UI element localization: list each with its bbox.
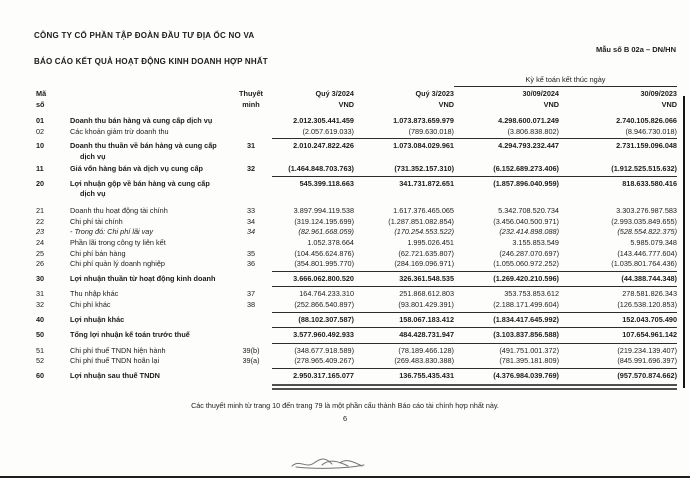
row-label: Chi phí khác (70, 300, 111, 310)
row-code: 02 (36, 126, 45, 136)
rule-segment (354, 384, 454, 390)
value-q3-2023: 1.073.084.029.961 (393, 141, 454, 151)
note-header-line1: Thuyết (239, 89, 263, 99)
rule-spacer (230, 327, 272, 328)
value-q3-2023: (269.483.830.388) (394, 356, 454, 366)
row-label: Chi phí thuế TNDN hiện hành (70, 345, 166, 355)
table-row-22 (33, 217, 677, 228)
value-q3-2024: 1.052.378.664 (307, 238, 354, 248)
value-ytd-2024: (4.376.984.039.769) (493, 371, 559, 381)
value-q3-2024: (348.677.918.589) (294, 345, 354, 355)
rule-segment (354, 176, 454, 177)
row-note: 33 (246, 206, 256, 216)
value-q3-2023: (93.801.429.391) (398, 300, 454, 310)
value-q3-2023: 1.073.873.659.979 (393, 116, 454, 126)
rule-segment (559, 368, 677, 369)
rule-segment (559, 312, 677, 313)
value-ytd-2024: (2.188.171.499.604) (493, 300, 559, 310)
rule-segment (354, 343, 454, 344)
row-label: Phần lãi trong công ty liên kết (70, 238, 166, 248)
period-group-header: Kỳ kế toán kết thúc ngày (454, 75, 677, 87)
rule-spacer (33, 368, 70, 369)
row-label: Chi phí bán hàng (70, 248, 126, 258)
period-label: 30/09/2023 (640, 89, 677, 99)
rule-segment (272, 271, 354, 272)
rule-spacer (33, 312, 70, 313)
rule-segment (272, 138, 354, 139)
row-code: 60 (36, 371, 45, 381)
rule-spacer (70, 312, 230, 313)
rule-spacer (230, 343, 272, 344)
unit-label: VND (338, 99, 354, 109)
row-label: - Trong đó: Chi phí lãi vay (70, 227, 154, 237)
row-note: 34 (246, 227, 256, 237)
rule-spacer (33, 138, 70, 139)
rule-segment (272, 176, 354, 177)
row-note: 39(b) (242, 345, 260, 355)
value-ytd-2023: (528.554.822.375) (617, 227, 677, 237)
row-code: 40 (36, 314, 45, 324)
rule-segment (559, 138, 677, 139)
value-q3-2023: (78.189.466.128) (398, 345, 454, 355)
value-q3-2023: 1.995.026.451 (407, 238, 454, 248)
value-q3-2024: (252.866.540.897) (294, 300, 354, 310)
value-q3-2024: 3.666.062.800.520 (293, 273, 354, 283)
period-column-header-1 (272, 89, 354, 110)
row-label: Doanh thu bán hàng và cung cấp dịch vụ (70, 116, 213, 126)
unit-label: VND (543, 99, 559, 109)
rule-spacer (70, 176, 230, 177)
value-ytd-2023: (44.388.744.348) (621, 273, 677, 283)
rule-below-02 (33, 138, 677, 139)
table-row-40 (33, 315, 677, 326)
value-ytd-2024: (232.414.898.088) (499, 227, 559, 237)
row-label: Giá vốn hàng bán và dịch vụ cung cấp (70, 163, 203, 173)
value-ytd-2023: (8.946.730.018) (625, 126, 677, 136)
value-ytd-2024: 4.298.600.071.249 (498, 116, 559, 126)
value-q3-2024: (319.124.195.699) (294, 216, 354, 226)
rule-segment (454, 384, 559, 390)
value-ytd-2023: (219.234.139.407) (617, 345, 677, 355)
rule-spacer (230, 312, 272, 313)
value-ytd-2024: 4.294.793.232.447 (498, 141, 559, 151)
rule-segment (454, 312, 559, 313)
row-label: Lợi nhuận thuần từ hoạt động kinh doanh (70, 273, 216, 283)
value-ytd-2023: (143.446.777.604) (617, 248, 677, 258)
value-ytd-2023: 5.985.079.348 (630, 238, 677, 248)
row-code: 52 (36, 356, 45, 366)
table-row-25 (33, 249, 677, 260)
rule-below-50 (33, 343, 677, 344)
rule-segment (354, 368, 454, 369)
value-ytd-2023: 2.731.159.096.048 (616, 141, 677, 151)
rule-spacer (70, 327, 230, 328)
rule-segment (454, 368, 559, 369)
value-ytd-2024: (781.395.181.809) (499, 356, 559, 366)
value-q3-2024: (82.961.668.059) (298, 227, 354, 237)
rule-spacer (230, 138, 272, 139)
row-code: 23 (36, 227, 45, 237)
value-q3-2023: 251.868.612.803 (399, 289, 454, 299)
value-q3-2023: 326.361.548.535 (399, 273, 454, 283)
row-note: 35 (246, 248, 256, 258)
table-row-52 (33, 356, 677, 367)
note-header-line2: minh (242, 99, 260, 109)
rule-segment (354, 271, 454, 272)
value-q3-2023: 484.428.731.947 (399, 330, 454, 340)
row-label: Lợi nhuận sau thuế TNDN (70, 371, 160, 381)
rule-segment (559, 327, 677, 328)
table-row-32 (33, 300, 677, 311)
rule-segment (454, 343, 559, 344)
table-header-row (33, 89, 677, 110)
table-row-60 (33, 371, 677, 382)
rule-below-60 (33, 384, 677, 390)
rule-spacer (33, 343, 70, 344)
value-q3-2023: (62.721.635.807) (398, 248, 454, 258)
value-ytd-2024: (6.152.689.273.406) (493, 163, 559, 173)
value-q3-2024: (104.456.624.876) (294, 248, 354, 258)
value-ytd-2023: (1.912.525.515.632) (611, 163, 677, 173)
value-ytd-2023: 3.303.276.987.583 (616, 206, 677, 216)
note-column-header (230, 89, 272, 110)
value-q3-2024: 3.577.960.492.933 (293, 330, 354, 340)
value-q3-2024: 2.012.305.441.459 (293, 116, 354, 126)
rule-segment (559, 286, 677, 287)
rule-below-40 (33, 327, 677, 328)
rule-segment (272, 368, 354, 369)
table-row-20 (33, 179, 677, 200)
rule-segment (354, 312, 454, 313)
value-q3-2023: (789.630.018) (408, 126, 454, 136)
rule-segment (354, 327, 454, 328)
row-note: 31 (246, 141, 256, 151)
rule-below-30 (33, 286, 677, 287)
rule-spacer (70, 138, 230, 139)
row-code: 25 (36, 248, 45, 258)
value-q3-2023: 1.617.376.465.065 (393, 206, 454, 216)
rule-spacer (33, 271, 70, 272)
table-row-11 (33, 164, 677, 175)
value-ytd-2023: 278.581.826.343 (622, 289, 677, 299)
value-ytd-2024: (491.751.001.372) (499, 345, 559, 355)
rule-segment (272, 312, 354, 313)
table-row-23 (33, 227, 677, 238)
rule-segment (272, 286, 354, 287)
row-note: 34 (246, 216, 256, 226)
code-header-line1: Mã (36, 89, 47, 99)
unit-label: VND (438, 99, 454, 109)
form-number: Mẫu số B 02a – DN/HN (595, 45, 676, 54)
value-ytd-2024: 3.155.853.549 (512, 238, 559, 248)
row-code: 01 (36, 116, 45, 126)
value-ytd-2023: 152.043.705.490 (622, 314, 677, 324)
row-label: Chi phí tài chính (70, 216, 123, 226)
value-q3-2023: (170.254.553.522) (394, 227, 454, 237)
value-ytd-2024: (1.269.420.210.596) (493, 273, 559, 283)
rule-below-32 (33, 312, 677, 313)
value-q3-2023: (731.352.157.310) (394, 163, 454, 173)
rule-spacer (230, 384, 272, 390)
value-q3-2024: (354.801.995.770) (294, 259, 354, 269)
row-code: 24 (36, 238, 45, 248)
rule-spacer (70, 286, 230, 287)
value-ytd-2024: (3.103.837.856.588) (493, 330, 559, 340)
rule-below-26 (33, 271, 677, 272)
row-label: Các khoản giảm trừ doanh thu (70, 126, 169, 136)
table-row-30 (33, 274, 677, 285)
row-note: 39(a) (242, 356, 260, 366)
value-q3-2024: (278.965.409.267) (294, 356, 354, 366)
value-q3-2023: (1.287.851.082.854) (388, 216, 454, 226)
row-code: 10 (36, 141, 45, 151)
rule-segment (272, 343, 354, 344)
row-label: Thu nhập khác (70, 289, 119, 299)
row-code: 21 (36, 206, 45, 216)
value-q3-2023: 136.755.435.431 (399, 371, 454, 381)
value-ytd-2024: (1.857.896.040.959) (493, 178, 559, 188)
code-column-header (33, 89, 70, 110)
income-statement-table (33, 75, 677, 390)
row-code: 32 (36, 300, 45, 310)
row-code: 26 (36, 259, 45, 269)
rule-below-11 (33, 176, 677, 177)
rule-spacer (70, 368, 230, 369)
row-label: Chi phí thuế TNDN hoãn lại (70, 356, 160, 366)
table-row-10 (33, 141, 677, 162)
row-note: 37 (246, 289, 256, 299)
value-ytd-2024: (1.055.060.972.252) (493, 259, 559, 269)
page-number: 6 (342, 414, 348, 423)
rule-spacer (230, 176, 272, 177)
table-row-50 (33, 330, 677, 341)
row-note: 32 (246, 163, 256, 173)
row-label: Lợi nhuận khác (70, 314, 125, 324)
unit-label: VND (661, 99, 677, 109)
period-label: Quý 3/2024 (315, 89, 354, 99)
period-label: Quý 3/2023 (415, 89, 454, 99)
row-note: 38 (246, 300, 256, 310)
table-row-51 (33, 346, 677, 357)
rule-segment (559, 271, 677, 272)
table-row-02 (33, 127, 677, 138)
value-ytd-2024: 353.753.853.612 (504, 289, 559, 299)
row-code: 20 (36, 178, 45, 188)
rule-segment (559, 176, 677, 177)
rule-below-52 (33, 368, 677, 369)
value-q3-2024: 545.399.118.663 (299, 178, 354, 188)
footnote: Các thuyết minh từ trang 10 đến trang 79 là một phần cấu thành Báo cáo tài chính hợp nhất này. (191, 401, 499, 410)
rule-spacer (70, 384, 230, 390)
company-name: CÔNG TY CỔ PHẦN TẬP ĐOÀN ĐẦU TƯ ĐỊA ỐC NO VA (34, 31, 255, 40)
row-code: 11 (36, 163, 44, 173)
value-ytd-2023: (126.538.120.853) (617, 300, 677, 310)
period-label: 30/09/2024 (522, 89, 559, 99)
row-label: Doanh thu thuần về bán hàng và cung cấp dịch vụ (70, 141, 217, 161)
row-code: 30 (36, 273, 45, 283)
rule-spacer (230, 286, 272, 287)
period-column-header-2 (354, 89, 454, 110)
value-ytd-2024: (3.456.040.500.971) (493, 216, 559, 226)
table-row-24 (33, 238, 677, 249)
row-code: 51 (36, 345, 45, 355)
rule-segment (272, 384, 354, 390)
value-q3-2024: (1.464.848.703.763) (288, 163, 354, 173)
period-column-header-4 (559, 89, 677, 110)
rule-segment (454, 271, 559, 272)
value-ytd-2024: 5.342.708.520.734 (498, 206, 559, 216)
rule-spacer (33, 384, 70, 390)
rule-spacer (33, 327, 70, 328)
rule-spacer (33, 176, 70, 177)
rule-segment (454, 327, 559, 328)
scan-edge-right (683, 96, 685, 388)
row-note: 36 (246, 259, 256, 269)
table-row-21 (33, 206, 677, 217)
rule-segment (454, 286, 559, 287)
rule-spacer (70, 343, 230, 344)
rule-segment (454, 138, 559, 139)
row-label: Lợi nhuận gộp về bán hàng và cung cấp dịch vụ (70, 178, 210, 198)
table-row-01 (33, 116, 677, 127)
rule-segment (272, 327, 354, 328)
row-code: 31 (36, 289, 45, 299)
value-q3-2024: 3.897.994.119.538 (293, 206, 354, 216)
row-label: Chi phí quản lý doanh nghiệp (70, 259, 165, 269)
row-code: 50 (36, 330, 45, 340)
rule-segment (559, 384, 677, 390)
rule-segment (559, 343, 677, 344)
value-ytd-2023: (1.035.801.764.436) (611, 259, 677, 269)
value-ytd-2023: (2.993.035.849.655) (611, 216, 677, 226)
value-ytd-2024: (3.806.838.802) (507, 126, 559, 136)
value-ytd-2023: 107.654.961.142 (622, 330, 677, 340)
rule-segment (354, 286, 454, 287)
row-label: Tổng lợi nhuận kế toán trước thuế (70, 330, 190, 340)
value-q3-2024: 2.010.247.822.426 (293, 141, 354, 151)
rule-spacer (33, 286, 70, 287)
rule-segment (354, 138, 454, 139)
value-ytd-2024: (1.834.417.645.992) (493, 314, 559, 324)
value-ytd-2024: (246.287.070.697) (499, 248, 559, 258)
signature-mark (288, 451, 372, 473)
rule-spacer (230, 368, 272, 369)
period-column-header-3 (454, 89, 559, 110)
value-ytd-2023: (845.991.696.397) (617, 356, 677, 366)
value-ytd-2023: 818.633.580.416 (622, 178, 677, 188)
rule-spacer (230, 271, 272, 272)
rule-spacer (70, 271, 230, 272)
value-q3-2023: (284.169.096.971) (394, 259, 454, 269)
row-label: Doanh thu hoạt động tài chính (70, 206, 168, 216)
value-ytd-2023: (957.570.874.662) (617, 371, 677, 381)
table-header-group-row (33, 75, 677, 87)
value-q3-2023: 158.067.183.412 (399, 314, 454, 324)
value-q3-2024: 2.950.317.165.077 (293, 371, 354, 381)
code-header-line2: số (36, 99, 45, 109)
report-title: BÁO CÁO KẾT QUẢ HOẠT ĐỘNG KINH DOANH HỢP NHẤT (34, 57, 268, 66)
value-q3-2024: (88.102.307.587) (298, 314, 354, 324)
value-ytd-2023: 2.740.105.826.066 (616, 116, 677, 126)
row-code: 22 (36, 216, 45, 226)
value-q3-2024: (2.057.619.033) (302, 126, 354, 136)
value-q3-2023: 341.731.872.651 (399, 178, 454, 188)
rule-segment (454, 176, 559, 177)
table-row-26 (33, 259, 677, 270)
table-row-31 (33, 289, 677, 300)
value-q3-2024: 164.764.233.310 (299, 289, 354, 299)
